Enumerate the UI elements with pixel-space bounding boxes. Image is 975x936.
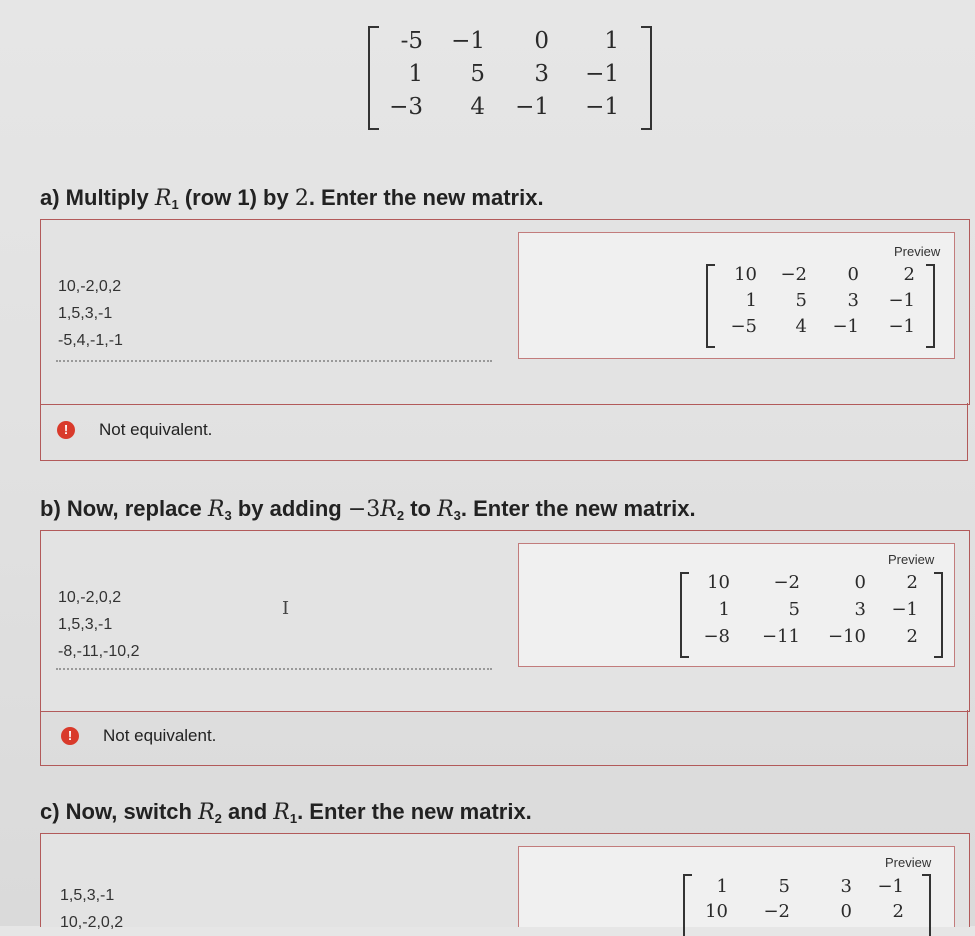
matrix-cell: 2 <box>892 901 904 922</box>
matrix-cell: −1 <box>888 290 915 311</box>
matrix-cell: −1 <box>515 94 549 120</box>
matrix-cell: −2 <box>780 264 807 285</box>
matrix-cell: −1 <box>891 599 918 620</box>
matrix-cell: −5 <box>730 316 757 337</box>
matrix-cell: 3 <box>534 61 549 87</box>
text-cursor-icon: I <box>282 598 290 619</box>
scalar: 2 <box>294 186 309 211</box>
matrix-cell: 0 <box>854 572 866 593</box>
row-variable: R <box>437 497 454 522</box>
question-text: b) Now, replace <box>40 496 208 521</box>
right-bracket <box>922 874 931 936</box>
right-bracket <box>934 572 943 658</box>
row-subscript: 2 <box>214 811 222 826</box>
matrix-cell: −1 <box>585 94 619 120</box>
question-text: . Enter the new matrix. <box>308 185 544 210</box>
question-c <box>40 799 532 826</box>
row-subscript: 3 <box>224 508 232 523</box>
left-bracket <box>706 264 715 348</box>
row-variable: R <box>380 497 397 522</box>
preview-label: Preview <box>885 855 932 870</box>
matrix-cell: −1 <box>877 876 904 897</box>
question-text: . Enter the new matrix. <box>460 496 696 521</box>
question-text: by adding <box>231 496 348 521</box>
matrix-cell: 0 <box>840 901 852 922</box>
row-subscript: 2 <box>396 508 405 523</box>
right-bracket <box>641 26 652 130</box>
matrix-cell: 3 <box>840 876 852 897</box>
feedback-text: Not equivalent. <box>99 420 213 439</box>
input-underline <box>56 360 492 362</box>
matrix-cell: 0 <box>847 264 859 285</box>
row-subscript: 3 <box>453 508 461 523</box>
matrix-cell: −1 <box>451 28 485 54</box>
matrix-cell: −1 <box>585 61 619 87</box>
answer-input-b[interactable]: 10,-2,0,2 1,5,3,-1 -8,-11,-10,2 <box>58 589 140 660</box>
coefficient: −3 <box>347 497 381 522</box>
matrix-cell: 1 <box>718 599 730 620</box>
matrix-cell: 4 <box>470 94 485 120</box>
exclamation-circle-icon: ! <box>61 727 79 745</box>
matrix-cell: 3 <box>847 290 859 311</box>
question-a <box>40 185 544 212</box>
matrix-cell: -5 <box>400 28 423 54</box>
matrix-cell: −11 <box>762 626 800 647</box>
row-variable: R <box>273 800 290 825</box>
matrix-cell: 10 <box>707 572 730 593</box>
matrix-cell: −2 <box>773 572 800 593</box>
row-subscript: 1 <box>289 811 298 826</box>
feedback-text: Not equivalent. <box>103 726 217 745</box>
matrix-cell: 3 <box>854 599 866 620</box>
question-text: a) Multiply <box>40 185 155 210</box>
matrix-cell: −1 <box>832 316 859 337</box>
matrix-cell: 5 <box>795 290 807 311</box>
row-subscript: 1 <box>171 197 179 212</box>
matrix-cell: 4 <box>795 316 807 337</box>
matrix-cell: 1 <box>408 61 423 87</box>
question-text: . Enter the new matrix. <box>297 799 532 824</box>
question-text: and <box>221 799 274 824</box>
matrix-cell: −1 <box>888 316 915 337</box>
row-variable: R <box>207 497 225 522</box>
matrix-cell: 2 <box>903 264 915 285</box>
matrix-cell: 2 <box>906 626 918 647</box>
matrix-cell: 5 <box>788 599 800 620</box>
question-text: to <box>404 496 438 521</box>
matrix-cell: 1 <box>716 876 728 897</box>
matrix-cell: 1 <box>745 290 757 311</box>
matrix-cell: 1 <box>604 28 619 54</box>
row-variable: R <box>154 186 172 211</box>
matrix-cell: −3 <box>389 94 423 120</box>
input-underline <box>56 668 492 670</box>
left-bracket <box>368 26 379 130</box>
right-bracket <box>926 264 935 348</box>
question-text: (row 1) by <box>178 185 295 210</box>
matrix-cell: 5 <box>470 61 485 87</box>
exclamation-circle-icon: ! <box>57 421 75 439</box>
matrix-cell: −8 <box>703 626 730 647</box>
preview-label: Preview <box>888 552 935 567</box>
question-b <box>40 496 696 523</box>
matrix-cell: −10 <box>828 626 866 647</box>
matrix-cell: −2 <box>763 901 790 922</box>
matrix-cell: 5 <box>778 876 790 897</box>
answer-input-a[interactable]: 10,-2,0,2 1,5,3,-1 -5,4,-1,-1 <box>58 278 123 349</box>
matrix-cell: 2 <box>906 572 918 593</box>
question-text: c) Now, switch <box>40 799 199 824</box>
row-variable: R <box>198 800 215 825</box>
answer-input-c[interactable]: 1,5,3,-1 10,-2,0,2 <box>60 887 124 931</box>
matrix-cell: 10 <box>734 264 757 285</box>
preview-label: Preview <box>894 244 941 259</box>
matrix-cell: 10 <box>705 901 728 922</box>
matrix-cell: 0 <box>534 28 549 54</box>
